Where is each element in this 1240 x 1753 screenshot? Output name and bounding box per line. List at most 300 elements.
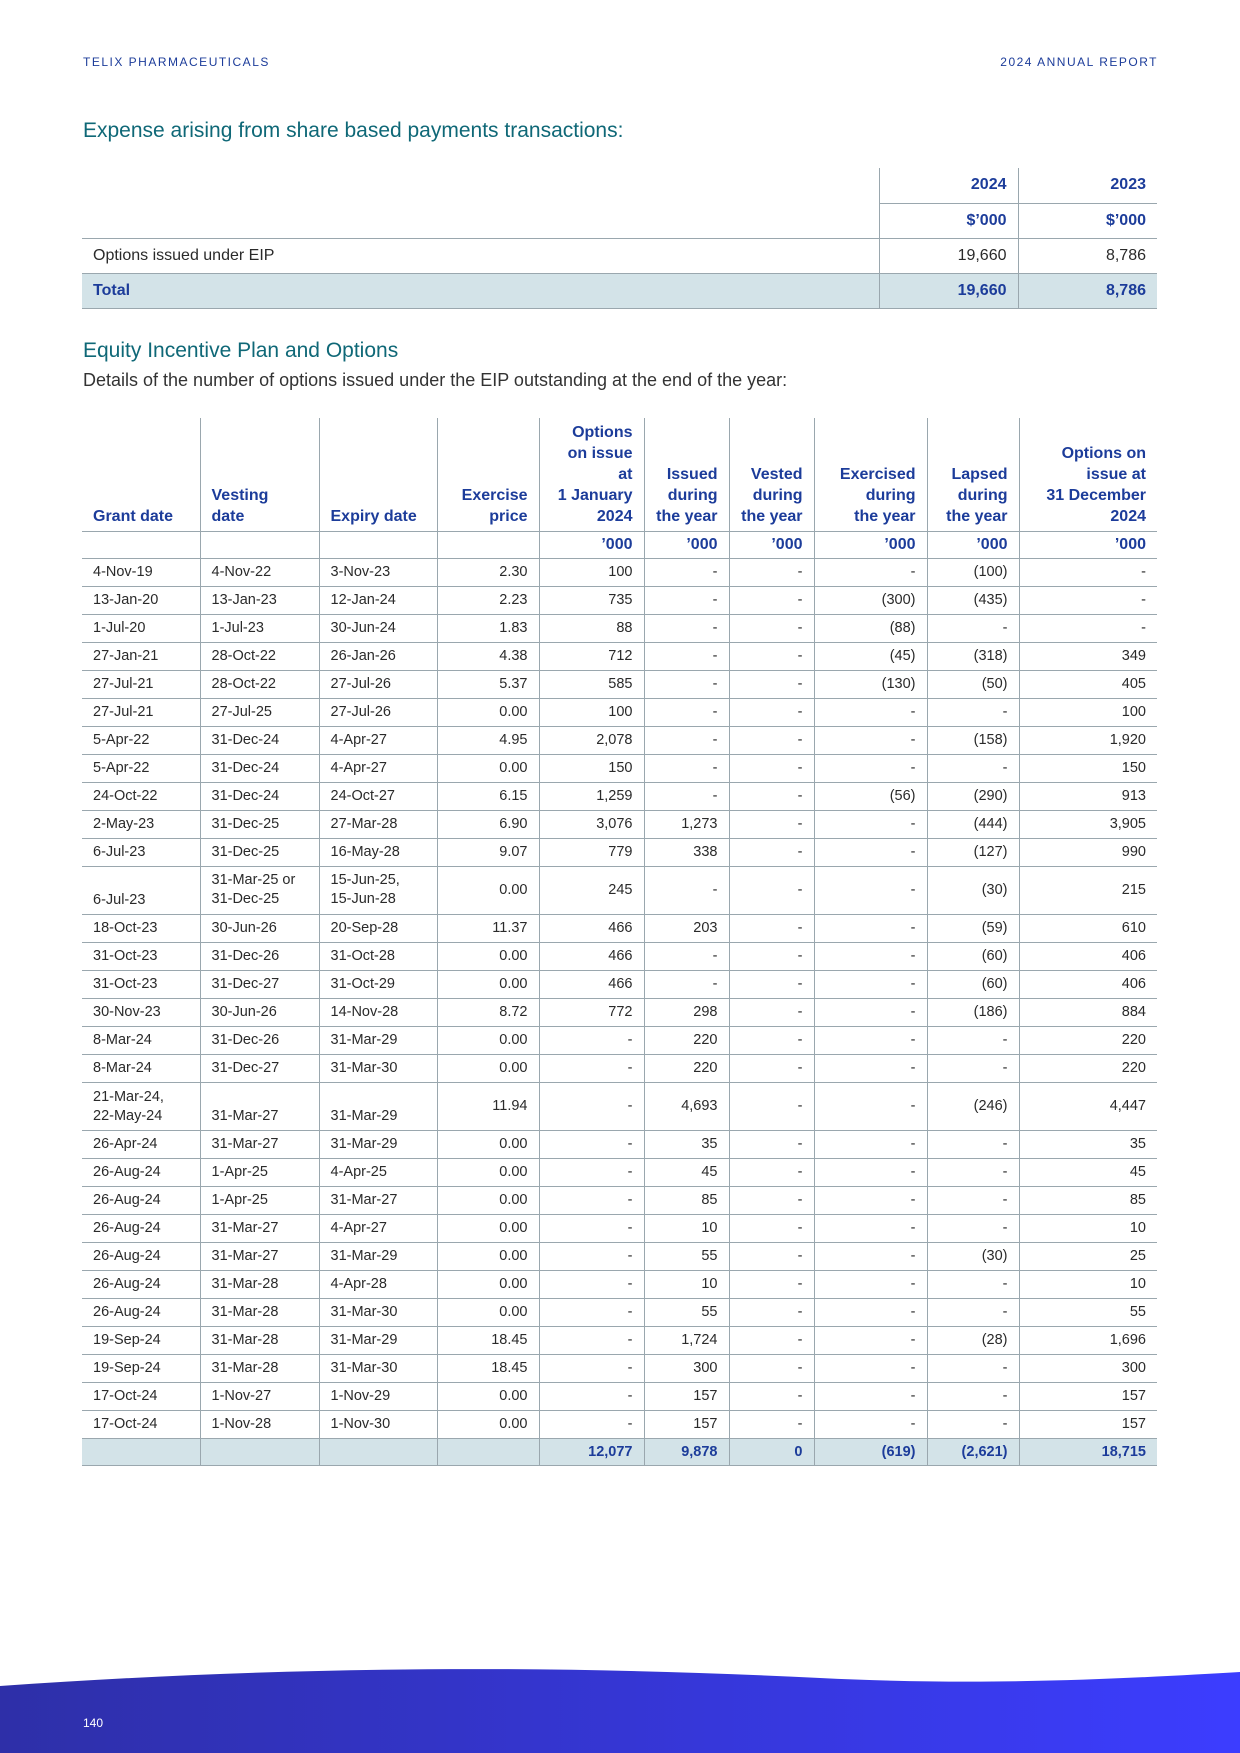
- cell-grant-date: [82, 1187, 200, 1215]
- header-line: 1 January: [557, 487, 633, 504]
- cell-issued: -: [644, 971, 729, 999]
- cell-options-1-jan: -: [539, 1327, 644, 1355]
- cell-exercised: -: [814, 1187, 927, 1215]
- header-line: Grant date: [93, 508, 174, 525]
- cell-issued: 35: [644, 1131, 729, 1159]
- cell-lapsed: -: [927, 1383, 1019, 1411]
- cell-line: 31-Dec-27: [211, 1060, 280, 1076]
- cell-vested: -: [729, 867, 814, 915]
- cell-line: 4-Apr-27: [330, 1220, 387, 1236]
- cell-grant-date: [82, 811, 200, 839]
- cell-vesting-date: [200, 1243, 319, 1271]
- options-unit-row: [82, 532, 1157, 559]
- cell-vested: -: [729, 1355, 814, 1383]
- cell-options-31-dec: 100: [1019, 699, 1157, 727]
- cell-line: 30-Jun-26: [211, 1004, 277, 1020]
- cell-options-1-jan: -: [539, 1383, 644, 1411]
- cell-line: 31-Dec-24: [211, 760, 280, 776]
- cell-exercise-price: 0.00: [437, 1131, 539, 1159]
- cell-expiry-date: [319, 1411, 437, 1439]
- cell-exercise-price: 0.00: [437, 1027, 539, 1055]
- cell-issued: -: [644, 643, 729, 671]
- cell-line: 17-Oct-24: [93, 1388, 158, 1404]
- cell-grant-date: [82, 839, 200, 867]
- total-grant-date: [82, 1439, 200, 1466]
- cell-exercised: -: [814, 867, 927, 915]
- cell-line: 31-Mar-29: [330, 1032, 398, 1048]
- cell-line: 30-Jun-24: [330, 620, 396, 636]
- cell-lapsed: -: [927, 1131, 1019, 1159]
- header-line: Expiry date: [330, 508, 417, 525]
- cell-exercise-price: 0.00: [437, 1243, 539, 1271]
- eip-description: Details of the number of options issued under the EIP outstanding at the end of the year:: [83, 370, 788, 390]
- cell-exercised: -: [814, 1027, 927, 1055]
- cell-options-31-dec: -: [1019, 615, 1157, 643]
- cell-exercise-price: 6.15: [437, 783, 539, 811]
- cell-exercised: -: [814, 755, 927, 783]
- cell-exercised: -: [814, 727, 927, 755]
- cell-line: 28-Oct-22: [211, 648, 276, 664]
- cell-lapsed: -: [927, 615, 1019, 643]
- cell-lapsed: (50): [927, 671, 1019, 699]
- cell-line: 31-Mar-28: [211, 1276, 279, 1292]
- unit-vested: ’000: [729, 532, 814, 559]
- cell-lapsed: (60): [927, 943, 1019, 971]
- cell-options-1-jan: 88: [539, 615, 644, 643]
- cell-exercised: -: [814, 1327, 927, 1355]
- year-2024-header: 2024: [879, 168, 1018, 203]
- cell-grant-date: [82, 1327, 200, 1355]
- cell-issued: -: [644, 671, 729, 699]
- cell-grant-date: [82, 1411, 200, 1439]
- cell-line: 4-Apr-27: [330, 732, 387, 748]
- cell-options-1-jan: -: [539, 1083, 644, 1131]
- cell-vested: -: [729, 615, 814, 643]
- cell-vesting-date: [200, 1159, 319, 1187]
- cell-vesting-date: [200, 839, 319, 867]
- cell-grant-date: [82, 1383, 200, 1411]
- cell-expiry-date: [319, 643, 437, 671]
- header-issued: [644, 418, 729, 532]
- cell-expiry-date: [319, 783, 437, 811]
- header-exercise-price: [437, 418, 539, 532]
- cell-options-1-jan: 779: [539, 839, 644, 867]
- cell-vested: -: [729, 755, 814, 783]
- cell-grant-date: [82, 1355, 200, 1383]
- cell-exercise-price: 0.00: [437, 971, 539, 999]
- header-line: the year: [946, 508, 1008, 525]
- table-row: [82, 671, 1157, 699]
- cell-grant-date: [82, 615, 200, 643]
- cell-vesting-date: [200, 643, 319, 671]
- cell-grant-date: [82, 587, 200, 615]
- cell-issued: -: [644, 699, 729, 727]
- table-row: [82, 1327, 1157, 1355]
- table-row: [82, 587, 1157, 615]
- header-line: price: [489, 508, 528, 525]
- cell-grant-date: [82, 727, 200, 755]
- cell-options-31-dec: 406: [1019, 943, 1157, 971]
- cell-vesting-date: [200, 1271, 319, 1299]
- cell-issued: 300: [644, 1355, 729, 1383]
- cell-exercise-price: 0.00: [437, 1159, 539, 1187]
- table-row: [82, 915, 1157, 943]
- cell-issued: -: [644, 867, 729, 915]
- year-2023-header: 2023: [1018, 168, 1157, 203]
- table-row: [82, 1243, 1157, 1271]
- cell-vested: -: [729, 999, 814, 1027]
- cell-issued: -: [644, 783, 729, 811]
- header-line: during: [865, 487, 916, 504]
- cell-options-31-dec: 884: [1019, 999, 1157, 1027]
- cell-expiry-date: [319, 755, 437, 783]
- expense-total-2023: 8,786: [1018, 273, 1157, 308]
- cell-expiry-date: [319, 1299, 437, 1327]
- cell-vested: -: [729, 1131, 814, 1159]
- cell-lapsed: -: [927, 1271, 1019, 1299]
- cell-options-1-jan: -: [539, 1355, 644, 1383]
- cell-vesting-date: [200, 1027, 319, 1055]
- cell-options-1-jan: -: [539, 1055, 644, 1083]
- cell-line: 15-Jun-25,: [330, 872, 400, 888]
- cell-grant-date: [82, 559, 200, 587]
- cell-grant-date: [82, 671, 200, 699]
- cell-lapsed: (435): [927, 587, 1019, 615]
- cell-expiry-date: [319, 915, 437, 943]
- expense-year-header-row: [82, 168, 1157, 203]
- cell-exercise-price: 0.00: [437, 943, 539, 971]
- cell-line: 30-Jun-26: [211, 920, 277, 936]
- cell-line: 27-Jul-21: [93, 676, 154, 692]
- expense-total-label: Total: [82, 273, 879, 308]
- cell-grant-date: [82, 1083, 200, 1131]
- table-row: [82, 1131, 1157, 1159]
- cell-line: 17-Oct-24: [93, 1416, 158, 1432]
- cell-lapsed: -: [927, 1299, 1019, 1327]
- cell-issued: 298: [644, 999, 729, 1027]
- cell-line: 31-Mar-29: [330, 1136, 398, 1152]
- cell-expiry-date: [319, 1131, 437, 1159]
- cell-grant-date: [82, 1271, 200, 1299]
- cell-expiry-date: [319, 1083, 437, 1131]
- cell-options-31-dec: 157: [1019, 1383, 1157, 1411]
- cell-exercised: -: [814, 1299, 927, 1327]
- cell-lapsed: -: [927, 1411, 1019, 1439]
- header-line: during: [957, 487, 1008, 504]
- table-row: [82, 1383, 1157, 1411]
- options-header-row: [82, 418, 1157, 532]
- cell-options-1-jan: -: [539, 1271, 644, 1299]
- cell-vested: -: [729, 1327, 814, 1355]
- cell-line: 26-Aug-24: [93, 1192, 161, 1208]
- header-line: during: [752, 487, 803, 504]
- cell-issued: 55: [644, 1299, 729, 1327]
- cell-options-31-dec: 3,905: [1019, 811, 1157, 839]
- cell-line: 4-Nov-19: [93, 564, 153, 580]
- unit-grant-date: [82, 532, 200, 559]
- cell-exercised: -: [814, 1355, 927, 1383]
- cell-exercise-price: 1.83: [437, 615, 539, 643]
- cell-line: 8-Mar-24: [93, 1060, 152, 1076]
- cell-vested: -: [729, 643, 814, 671]
- cell-grant-date: [82, 1159, 200, 1187]
- cell-issued: -: [644, 587, 729, 615]
- cell-line: 31-Oct-23: [93, 976, 158, 992]
- expense-value-2023: 8,786: [1018, 238, 1157, 273]
- cell-vested: -: [729, 1187, 814, 1215]
- cell-vested: -: [729, 1411, 814, 1439]
- table-row: [82, 1055, 1157, 1083]
- cell-vesting-date: [200, 727, 319, 755]
- unit-vesting-date: [200, 532, 319, 559]
- cell-options-31-dec: 349: [1019, 643, 1157, 671]
- header-line: Issued: [666, 466, 718, 483]
- cell-line: 27-Jul-26: [330, 704, 391, 720]
- cell-line: 31-Dec-26: [211, 948, 280, 964]
- cell-options-31-dec: 10: [1019, 1271, 1157, 1299]
- cell-expiry-date: [319, 867, 437, 915]
- cell-line: 31-Oct-29: [330, 976, 395, 992]
- cell-line: 5-Apr-22: [93, 732, 150, 748]
- total-options-31-dec: 18,715: [1019, 1439, 1157, 1466]
- cell-exercise-price: 11.94: [437, 1083, 539, 1131]
- cell-vested: -: [729, 1159, 814, 1187]
- cell-exercise-price: 0.00: [437, 1187, 539, 1215]
- header-line: the year: [656, 508, 718, 525]
- footer-wave-shape: [0, 1669, 1240, 1753]
- cell-issued: 157: [644, 1411, 729, 1439]
- cell-line: 31-Mar-29: [330, 1108, 398, 1124]
- report-name: 2024 ANNUAL REPORT: [1000, 55, 1158, 69]
- cell-options-1-jan: 100: [539, 559, 644, 587]
- cell-vested: -: [729, 1383, 814, 1411]
- cell-line: 27-Mar-28: [330, 816, 398, 832]
- cell-line: 31-Dec-26: [211, 1032, 280, 1048]
- cell-exercise-price: 0.00: [437, 1215, 539, 1243]
- table-row: [82, 643, 1157, 671]
- unit-issued: ’000: [644, 532, 729, 559]
- cell-vesting-date: [200, 755, 319, 783]
- cell-exercise-price: 18.45: [437, 1327, 539, 1355]
- cell-vesting-date: [200, 867, 319, 915]
- cell-exercise-price: 0.00: [437, 1299, 539, 1327]
- cell-issued: -: [644, 615, 729, 643]
- cell-line: 1-Apr-25: [211, 1192, 268, 1208]
- cell-line: 31-Dec-24: [211, 788, 280, 804]
- cell-exercised: -: [814, 943, 927, 971]
- cell-vested: -: [729, 1055, 814, 1083]
- cell-line: 19-Sep-24: [93, 1332, 161, 1348]
- header-line: 2024: [1110, 508, 1146, 525]
- cell-options-31-dec: 45: [1019, 1159, 1157, 1187]
- expense-section-title: Expense arising from share based payments transactions:: [83, 119, 624, 142]
- cell-issued: 55: [644, 1243, 729, 1271]
- cell-issued: 338: [644, 839, 729, 867]
- cell-expiry-date: [319, 671, 437, 699]
- cell-options-31-dec: 610: [1019, 915, 1157, 943]
- cell-vested: -: [729, 971, 814, 999]
- company-name: TELIX PHARMACEUTICALS: [83, 55, 270, 69]
- cell-vesting-date: [200, 1383, 319, 1411]
- cell-lapsed: (28): [927, 1327, 1019, 1355]
- unit-options-31-dec: ’000: [1019, 532, 1157, 559]
- cell-options-1-jan: -: [539, 1411, 644, 1439]
- header-expiry-date: [319, 418, 437, 532]
- cell-line: 31-Mar-27: [211, 1108, 279, 1124]
- cell-exercise-price: 2.23: [437, 587, 539, 615]
- cell-grant-date: [82, 699, 200, 727]
- cell-expiry-date: [319, 943, 437, 971]
- cell-line: 31-Oct-23: [93, 948, 158, 964]
- cell-line: 22-May-24: [93, 1108, 163, 1124]
- table-row: [82, 971, 1157, 999]
- cell-line: 27-Jan-21: [93, 648, 159, 664]
- cell-line: 31-Mar-30: [330, 1360, 398, 1376]
- header-exercised: [814, 418, 927, 532]
- cell-options-31-dec: 85: [1019, 1187, 1157, 1215]
- header-line: the year: [741, 508, 803, 525]
- header-lapsed: [927, 418, 1019, 532]
- cell-lapsed: -: [927, 755, 1019, 783]
- cell-options-31-dec: 150: [1019, 755, 1157, 783]
- cell-grant-date: [82, 867, 200, 915]
- cell-expiry-date: [319, 971, 437, 999]
- cell-options-31-dec: 913: [1019, 783, 1157, 811]
- cell-line: 4-Apr-28: [330, 1276, 387, 1292]
- cell-line: 31-Mar-29: [330, 1332, 398, 1348]
- cell-options-1-jan: 466: [539, 915, 644, 943]
- header-line: at: [618, 466, 633, 483]
- cell-options-31-dec: 4,447: [1019, 1083, 1157, 1131]
- cell-exercise-price: 2.30: [437, 559, 539, 587]
- cell-grant-date: [82, 783, 200, 811]
- cell-exercised: -: [814, 1243, 927, 1271]
- cell-line: 18-Oct-23: [93, 920, 158, 936]
- cell-vested: -: [729, 783, 814, 811]
- cell-vested: -: [729, 727, 814, 755]
- header-line: Options on: [1061, 445, 1146, 462]
- header-line: during: [667, 487, 718, 504]
- cell-options-31-dec: -: [1019, 559, 1157, 587]
- cell-issued: 1,724: [644, 1327, 729, 1355]
- cell-expiry-date: [319, 1027, 437, 1055]
- cell-issued: 10: [644, 1271, 729, 1299]
- cell-grant-date: [82, 1131, 200, 1159]
- cell-exercised: -: [814, 999, 927, 1027]
- cell-line: 5-Apr-22: [93, 760, 150, 776]
- cell-options-1-jan: 466: [539, 943, 644, 971]
- cell-vesting-date: [200, 1215, 319, 1243]
- cell-line: 15-Jun-28: [330, 891, 396, 907]
- total-lapsed: (2,621): [927, 1439, 1019, 1466]
- cell-exercised: (130): [814, 671, 927, 699]
- cell-exercised: -: [814, 1271, 927, 1299]
- cell-vested: -: [729, 839, 814, 867]
- cell-line: 1-Nov-28: [211, 1416, 272, 1432]
- table-row: [82, 1271, 1157, 1299]
- cell-line: 26-Aug-24: [93, 1276, 161, 1292]
- cell-line: 31-Mar-27: [330, 1192, 398, 1208]
- cell-exercise-price: 0.00: [437, 867, 539, 915]
- cell-vested: -: [729, 943, 814, 971]
- table-row: [82, 1355, 1157, 1383]
- cell-line: 26-Apr-24: [93, 1136, 158, 1152]
- cell-line: 26-Aug-24: [93, 1248, 161, 1264]
- cell-expiry-date: [319, 699, 437, 727]
- cell-exercise-price: 0.00: [437, 1411, 539, 1439]
- cell-issued: 203: [644, 915, 729, 943]
- cell-options-31-dec: 157: [1019, 1411, 1157, 1439]
- expense-total-2024: 19,660: [879, 273, 1018, 308]
- total-exercised: (619): [814, 1439, 927, 1466]
- cell-lapsed: (444): [927, 811, 1019, 839]
- cell-expiry-date: [319, 727, 437, 755]
- table-row: [82, 727, 1157, 755]
- cell-expiry-date: [319, 1159, 437, 1187]
- unit-lapsed: ’000: [927, 532, 1019, 559]
- header-line: the year: [854, 508, 916, 525]
- cell-line: 24-Oct-27: [330, 788, 395, 804]
- header-line: Lapsed: [951, 466, 1008, 483]
- cell-vesting-date: [200, 943, 319, 971]
- cell-line: 26-Aug-24: [93, 1164, 161, 1180]
- cell-lapsed: (60): [927, 971, 1019, 999]
- cell-options-1-jan: 150: [539, 755, 644, 783]
- cell-exercise-price: 18.45: [437, 1355, 539, 1383]
- cell-vesting-date: [200, 1327, 319, 1355]
- cell-lapsed: -: [927, 1027, 1019, 1055]
- total-vested: 0: [729, 1439, 814, 1466]
- cell-exercised: -: [814, 699, 927, 727]
- cell-lapsed: -: [927, 1355, 1019, 1383]
- cell-options-1-jan: 2,078: [539, 727, 644, 755]
- cell-line: 31-Dec-25: [211, 844, 280, 860]
- cell-options-31-dec: 1,920: [1019, 727, 1157, 755]
- cell-line: 19-Sep-24: [93, 1360, 161, 1376]
- cell-line: 16-May-28: [330, 844, 400, 860]
- cell-line: 6-Jul-23: [93, 892, 146, 908]
- cell-grant-date: [82, 643, 200, 671]
- cell-issued: 45: [644, 1159, 729, 1187]
- cell-grant-date: [82, 1243, 200, 1271]
- cell-line: 31-Dec-27: [211, 976, 280, 992]
- cell-line: 30-Nov-23: [93, 1004, 161, 1020]
- cell-issued: -: [644, 943, 729, 971]
- cell-exercise-price: 4.38: [437, 643, 539, 671]
- cell-lapsed: (30): [927, 1243, 1019, 1271]
- cell-options-1-jan: 712: [539, 643, 644, 671]
- header-vesting-date: [200, 418, 319, 532]
- unit-exercised: ’000: [814, 532, 927, 559]
- cell-lapsed: -: [927, 1055, 1019, 1083]
- cell-issued: -: [644, 559, 729, 587]
- cell-exercised: (300): [814, 587, 927, 615]
- cell-line: 31-Dec-25: [211, 816, 280, 832]
- cell-grant-date: [82, 1055, 200, 1083]
- cell-lapsed: (246): [927, 1083, 1019, 1131]
- cell-vested: -: [729, 811, 814, 839]
- cell-exercised: (45): [814, 643, 927, 671]
- cell-options-31-dec: 35: [1019, 1131, 1157, 1159]
- cell-expiry-date: [319, 615, 437, 643]
- cell-line: 27-Jul-25: [211, 704, 272, 720]
- cell-expiry-date: [319, 1355, 437, 1383]
- cell-line: 31-Dec-24: [211, 732, 280, 748]
- cell-options-31-dec: 990: [1019, 839, 1157, 867]
- eip-section-title: Equity Incentive Plan and Options: [83, 339, 399, 362]
- cell-vesting-date: [200, 811, 319, 839]
- cell-line: 3-Nov-23: [330, 564, 391, 580]
